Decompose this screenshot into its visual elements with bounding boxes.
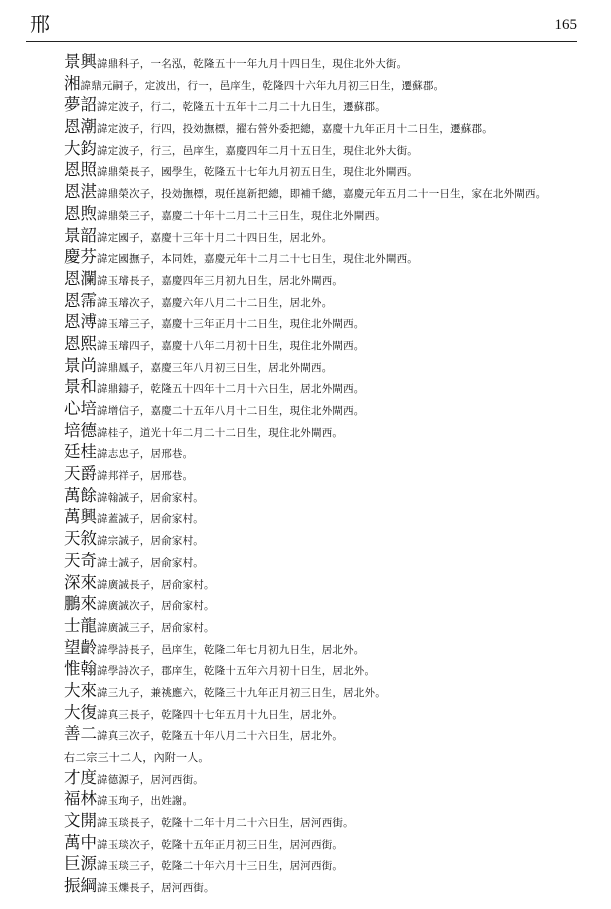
genealogy-entry bbox=[64, 572, 584, 594]
genealogy-entry bbox=[64, 853, 584, 875]
entry-detail: 諱玉爍長子，居河西街。 bbox=[97, 882, 215, 895]
entry-detail: 諱士誠子，居俞家村。 bbox=[97, 556, 204, 569]
entry-detail: 諱定國子，嘉慶十三年十月二十四日生，居北外。 bbox=[97, 231, 333, 244]
entry-name: 才度 bbox=[64, 767, 97, 787]
entry-name: 夢詔 bbox=[64, 95, 97, 115]
genealogy-entry bbox=[64, 441, 584, 463]
entry-detail: 諱定波子，行三，邑庠生，嘉慶四年二月十五日生，現住北外大街。 bbox=[97, 144, 418, 157]
entry-name: 心培 bbox=[64, 399, 97, 418]
entry-detail: 諱玉珣子，出姓謝。 bbox=[97, 795, 194, 808]
genealogy-entry bbox=[64, 203, 584, 225]
entry-detail: 諱桂子，道光十年二月二十二日生，現住北外閘西。 bbox=[97, 426, 344, 439]
entry-name: 文開 bbox=[64, 811, 97, 831]
genealogy-entry bbox=[64, 290, 584, 312]
entry-detail: 諱學詩長子，邑庠生，乾隆二年七月初九日生，居北外。 bbox=[97, 643, 365, 656]
entry-name: 振綱 bbox=[64, 876, 97, 896]
entry-detail: 諱鼎元嗣子，定波出，行一，邑庠生，乾隆四十六年九月初三日生，遷蘇郡。 bbox=[80, 79, 445, 92]
genealogy-entry bbox=[64, 51, 584, 73]
genealogy-entry bbox=[64, 138, 584, 160]
entry-name: 鵬來 bbox=[64, 594, 97, 614]
genealogy-entry bbox=[64, 420, 584, 442]
header-divider bbox=[26, 41, 577, 42]
entry-name: 景韶 bbox=[64, 225, 97, 245]
genealogy-entry bbox=[64, 311, 584, 333]
entry-detail: 諱翰誠子，居俞家村。 bbox=[97, 491, 204, 504]
entry-detail: 諱玉琰三子，乾隆二十年六月十三日生，居河西街。 bbox=[97, 860, 344, 873]
entry-detail: 諱真三長子，乾隆四十七年五月十九日生，居北外。 bbox=[97, 708, 344, 721]
entry-name: 善二 bbox=[64, 724, 97, 744]
entry-detail: 諱志忠子，居邢巷。 bbox=[97, 448, 194, 461]
genealogy-entry bbox=[64, 398, 584, 420]
page-header bbox=[26, 12, 577, 40]
entry-name: 大鈞 bbox=[64, 138, 97, 158]
genealogy-entry bbox=[64, 73, 584, 95]
entry-detail: 諱定波子，行二，乾隆五十五年十二月二十九日生，遷蘇郡。 bbox=[97, 101, 386, 114]
entry-detail: 諱增信子，嘉慶二十五年八月十二日生，現住北外閘西。 bbox=[97, 405, 365, 417]
entry-detail: 諱鼎鑄子，乾隆五十四年十二月十六日生，居北外閘西。 bbox=[97, 383, 365, 396]
entry-detail: 諱玉璿三子，嘉慶十三年正月十二日生，現住北外閘西。 bbox=[97, 318, 365, 331]
genealogy-entry bbox=[64, 528, 584, 550]
genealogy-entry bbox=[64, 788, 584, 810]
entry-detail: 諱鼎榮長子，國學生，乾隆五十七年九月初五日生，現住北外閘西。 bbox=[97, 166, 418, 179]
genealogy-entry bbox=[64, 767, 584, 789]
entry-name: 恩潮 bbox=[64, 117, 97, 137]
entry-detail: 諱宗誠子，居俞家村。 bbox=[97, 535, 204, 548]
genealogy-entry bbox=[64, 680, 584, 702]
genealogy-entry bbox=[64, 116, 584, 138]
entry-detail: 諱學詩次子，郡庠生，乾隆十五年六月初十日生，居北外。 bbox=[97, 665, 376, 678]
genealogy-entry-list bbox=[64, 51, 584, 897]
genealogy-entry bbox=[64, 550, 584, 572]
entry-detail: 諱邦祥子，居邢巷。 bbox=[97, 470, 194, 483]
entry-detail: 諱玉琰次子，乾隆十五年正月初三日生，居河西街。 bbox=[97, 838, 344, 851]
entry-name: 萬餘 bbox=[64, 485, 97, 505]
entry-name: 萬興 bbox=[64, 507, 97, 527]
genealogy-entry bbox=[64, 658, 584, 680]
genealogy-entry bbox=[64, 181, 584, 203]
surname-heading: 邢 bbox=[30, 12, 50, 36]
entry-name: 大來 bbox=[64, 680, 97, 700]
entry-detail: 諱真三次子，乾隆五十年八月二十六日生，居北外。 bbox=[97, 730, 344, 743]
entry-detail: 諱蓋誠子，居俞家村。 bbox=[97, 513, 204, 526]
entry-name: 慶芬 bbox=[64, 247, 97, 267]
entry-name: 廷桂 bbox=[64, 442, 97, 462]
genealogy-entry bbox=[64, 723, 584, 745]
entry-name: 天敘 bbox=[64, 529, 97, 549]
genealogy-entry bbox=[64, 810, 584, 832]
entry-name: 天爵 bbox=[64, 464, 97, 484]
genealogy-entry bbox=[64, 463, 584, 485]
entry-name: 惟翰 bbox=[64, 659, 97, 679]
genealogy-entry bbox=[64, 593, 584, 615]
entry-detail: 諱三九子，兼祧應六，乾隆三十九年正月初三日生，居北外。 bbox=[97, 686, 386, 699]
genealogy-entry bbox=[64, 485, 584, 507]
entry-detail: 諱玉璿長子，嘉慶四年三月初九日生，居北外閘西。 bbox=[97, 274, 344, 287]
entry-name: 恩霈 bbox=[64, 290, 97, 310]
entry-detail: 諱廣誠長子，居俞家村。 bbox=[97, 578, 215, 591]
genealogy-entry bbox=[64, 832, 584, 854]
entry-detail: 右二宗三十二人，內附一人。 bbox=[64, 751, 210, 764]
entry-name: 巨源 bbox=[64, 854, 97, 874]
genealogy-entry bbox=[64, 702, 584, 724]
genealogy-entry bbox=[64, 376, 584, 398]
genealogy-entry bbox=[64, 615, 584, 637]
entry-name: 恩照 bbox=[64, 160, 97, 180]
genealogy-entry bbox=[64, 246, 584, 268]
genealogy-entry bbox=[64, 268, 584, 290]
entry-name: 景和 bbox=[64, 377, 97, 397]
entry-name: 士龍 bbox=[64, 615, 97, 635]
genealogy-entry bbox=[64, 506, 584, 528]
section-summary-note bbox=[64, 745, 584, 767]
entry-detail: 諱鼎科子，一名泓，乾隆五十一年九月十四日生，現住北外大街。 bbox=[97, 58, 408, 70]
entry-detail: 諱玉琰長子，乾隆十二年十月二十六日生，居河西街。 bbox=[97, 817, 354, 830]
entry-name: 恩熙 bbox=[64, 333, 97, 353]
entry-detail: 諱德源子，居河西街。 bbox=[97, 773, 204, 786]
entry-detail: 諱鼎榮次子，投効撫標，現任崑新把總，即補千總，嘉慶元年五月二十一日生，家在北外閘西。 bbox=[97, 188, 547, 201]
entry-detail: 諱廣誠三子，居俞家村。 bbox=[97, 621, 215, 634]
entry-name: 景尚 bbox=[64, 355, 97, 375]
entry-detail: 諱定國撫子，本同姓，嘉慶元年十二月二十七日生，現住北外閘西。 bbox=[97, 253, 418, 266]
entry-name: 恩湛 bbox=[64, 182, 97, 202]
entry-name: 恩煦 bbox=[64, 203, 97, 223]
entry-name: 景興 bbox=[64, 52, 97, 71]
entry-detail: 諱玉璿四子，嘉慶十八年二月初十日生，現住北外閘西。 bbox=[97, 339, 365, 352]
entry-detail: 諱玉璿次子，嘉慶六年八月二十二日生，居北外。 bbox=[97, 296, 333, 309]
genealogy-entry bbox=[64, 875, 584, 897]
genealogy-entry bbox=[64, 637, 584, 659]
entry-name: 湘 bbox=[64, 73, 81, 93]
entry-name: 天奇 bbox=[64, 550, 97, 570]
entry-name: 培德 bbox=[64, 420, 97, 440]
genealogy-entry bbox=[64, 94, 584, 116]
entry-detail: 諱廣誠次子，居俞家村。 bbox=[97, 600, 215, 613]
entry-name: 萬中 bbox=[64, 832, 97, 852]
entry-name: 恩溥 bbox=[64, 312, 97, 332]
entry-name: 大復 bbox=[64, 702, 97, 722]
genealogy-entry bbox=[64, 225, 584, 247]
entry-name: 福林 bbox=[64, 789, 97, 809]
entry-name: 深來 bbox=[64, 572, 97, 592]
entry-name: 恩瀾 bbox=[64, 268, 97, 288]
genealogy-entry bbox=[64, 355, 584, 377]
page-number: 165 bbox=[554, 17, 577, 33]
entry-detail: 諱鼎鳳子，嘉慶三年八月初三日生，居北外閘西。 bbox=[97, 361, 333, 374]
genealogy-entry bbox=[64, 333, 584, 355]
entry-detail: 諱鼎榮三子，嘉慶二十年十二月二十三日生，現住北外閘西。 bbox=[97, 209, 386, 222]
entry-name: 望齡 bbox=[64, 637, 97, 657]
genealogy-entry bbox=[64, 159, 584, 181]
entry-detail: 諱定波子，行四，投効撫標，擢右營外委把總，嘉慶十九年正月十二日生，遷蘇郡。 bbox=[97, 123, 493, 136]
